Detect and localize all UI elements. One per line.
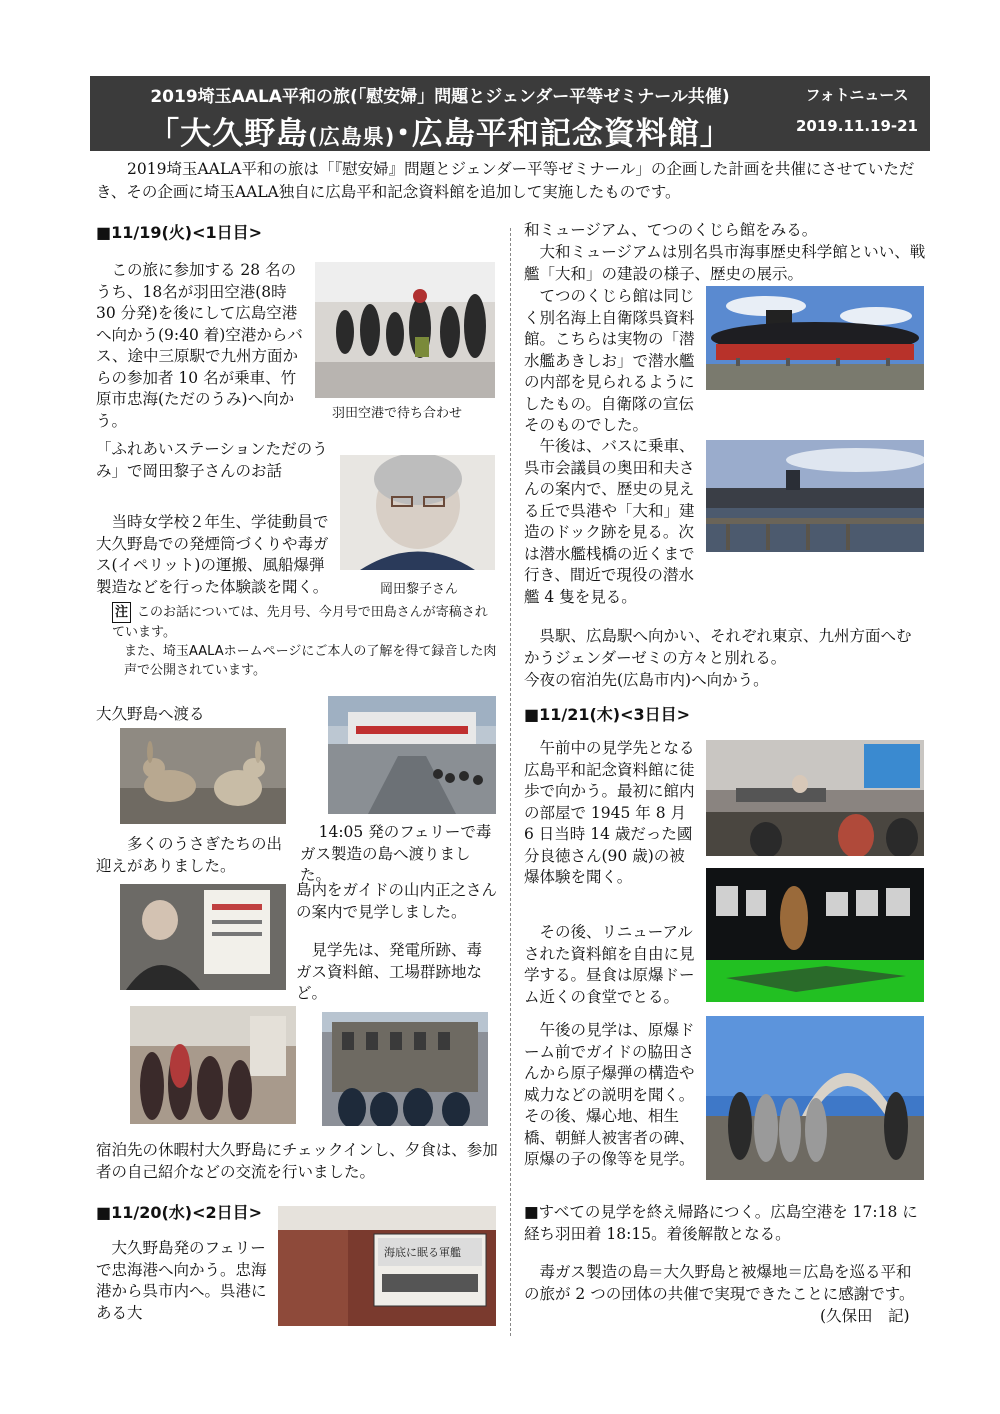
photo-news-badge: フォトニュース xyxy=(805,86,909,104)
haneda-airport-photo xyxy=(315,262,495,398)
ferry-paragraph: 14:05 発のフェリーで毒ガス製造の島へ渡りました。 xyxy=(300,823,492,884)
guide-paragraph: 島内をガイドの山内正之さんの案内で見学しました。 xyxy=(296,881,498,921)
tonight-paragraph: 今夜の宿泊先(広島市内)へ向かう。 xyxy=(524,671,769,689)
cenotaph-photo xyxy=(706,1016,924,1180)
testimony-room-photo xyxy=(706,740,924,856)
day3-heading: ■11/21(木)<3日目> xyxy=(524,705,691,724)
kure-port-photo xyxy=(706,440,924,552)
day3-paragraph-2: その後、リニューアルされた資料館を自由に見学する。昼食は原爆ドーム近くの食堂でとる。 xyxy=(524,923,695,1006)
day3-paragraph-1: 午前中の見学先となる広島平和記念資料館に徒歩で向かう。最初に館内の部屋で 1945 年 8 月 6 日当時 14 歳だった國分良徳さん(90 歳)の被爆体験を聞く。 xyxy=(524,739,695,886)
issue-date: 2019.11.19-21 xyxy=(796,117,918,135)
okada-talk-subheading: 「ふれあいステーションただのうみ」で岡田黎子さんのお話 xyxy=(96,440,328,480)
caption-rabbits: 多くのうさぎたちの出迎えがありました。 xyxy=(96,835,283,875)
ferry-photo xyxy=(328,696,496,814)
rabbits-photo xyxy=(120,728,286,824)
day1-heading: ■11/19(火)<1日目> xyxy=(96,223,263,242)
closing-paragraph: 毒ガス製造の島＝大久野島と被爆地＝広島を巡る平和の旅が 2 つの団体の共催で実現できたことに感謝です。 xyxy=(524,1263,915,1303)
header-banner xyxy=(90,76,930,151)
note-mark: 注 xyxy=(112,602,131,623)
poster-title: 海底に眠る軍艦 xyxy=(384,1246,461,1259)
guide-yamauchi-photo xyxy=(120,884,286,990)
caption-okada: 岡田黎子さん xyxy=(380,582,459,597)
caption-haneda: 羽田空港で待ち合わせ xyxy=(332,406,463,421)
okada-paragraph: 当時女学校２年生、学徒動員で大久野島での発煙筒づくりや毒ガス(イペリット)の運搬、風船爆弾製造などを行った体験談を聞く。 xyxy=(96,513,329,596)
note-line-1: このお話については、先月号、今月号で田島さんが寄稿されています。 xyxy=(112,605,488,640)
header-badge-block xyxy=(796,84,918,147)
okunoshima-subheading: 大久野島へ渡る xyxy=(96,705,205,723)
day1-paragraph: この旅に参加する 28 名のうち、18名が羽田空港(8時 30 分発)を後にして広島空港へ向かう(9:40 着)空港からバス、途中三原駅で九州方面からの参加者 10 名が乗車、竹原市忠海(ただのうみ)へ向かう。 xyxy=(96,261,303,430)
day3-paragraph-3: 午後の見学は、原爆ドーム前でガイドの脇田さんから原子爆弾の構造や威力などの説明を聞く。その後、爆心地、相生橋、朝鮮人被害者の碑、原爆の子の像等を見学。 xyxy=(524,1021,695,1168)
yamato-museum-photo xyxy=(278,1206,496,1326)
day2-heading: ■11/20(水)<2日目> xyxy=(96,1203,263,1222)
kujira-paragraph: てつのくじら館は同じく別名海上自衛隊呉資料館。こちらは実物の「潜水艦あきしお」で潜水艦の内部を見られるようにしたもの。自衛隊の宣伝そのものでした。 xyxy=(524,287,695,434)
depart-paragraph: 呉駅、広島駅へ向かい、それぞれ東京、九州方面へむかうジェンダーゼミの方々と別れる。 xyxy=(524,627,912,667)
afternoon-paragraph-top: 午後は、バスに乗車、呉市会議員の奥田和夫さんの案内で、歴史の見える丘で呉港や「大和」建造のドック跡を見る。次は潜水艦桟橋の近くまで行き、間近で現役の潜水艦 4 隻を見る。 xyxy=(524,437,695,606)
peace-museum-exhibit-photo xyxy=(706,868,924,1002)
header-title: 「大久野島(広島県)･広島平和記念資料館」 xyxy=(148,116,732,152)
note-line-2: また、埼玉AALAホームページにご本人の了解を得て録音した肉声で公開されています。 xyxy=(124,644,497,678)
yamato-paragraph: 大和ミュージアムは別名呉市海事歴史科学館といい、戦艦「大和」の建設の様子、歴史の展示。 xyxy=(524,243,926,283)
day3-paragraph-4: ■すべての見学を終え帰路につく。広島空港を 17:18 に経ち羽田着 18:15。着後解散となる。 xyxy=(524,1203,918,1243)
author-signature: (久保田 記) xyxy=(820,1307,910,1325)
column-divider xyxy=(510,228,511,1336)
submarine-akishio-photo xyxy=(706,286,924,390)
poison-gas-museum-photo xyxy=(130,1006,296,1124)
note-block xyxy=(112,602,498,680)
factory-ruins-photo xyxy=(322,1012,488,1126)
stay-paragraph: 宿泊先の休暇村大久野島にチェックインし、夕食は、参加者の自己紹介などの交流を行いました。 xyxy=(96,1141,498,1181)
day2-paragraph: 大久野島発のフェリーで忠海港へ向かう。忠海港から呉市内へ。呉港にある大 xyxy=(96,1239,267,1322)
visit-sites-paragraph: 見学先は、発電所跡、毒ガス資料館、工場群跡地など。 xyxy=(296,941,483,1002)
okada-reiko-photo xyxy=(340,455,495,570)
intro-paragraph: 2019埼玉AALA平和の旅は「『慰安婦』問題とジェンダー平等ゼミナール」の企画した計画を共催にさせていただき、その企画に埼玉AALA独自に広島平和記念資料館を追加して実施したものです。 xyxy=(96,160,915,201)
header-subtitle: 2019埼玉AALA平和の旅(「慰安婦」問題とジェンダー平等ゼミナール共催) xyxy=(150,87,730,107)
day2-continued: 和ミュージアム、てつのくじら館をみる。 xyxy=(524,221,818,239)
